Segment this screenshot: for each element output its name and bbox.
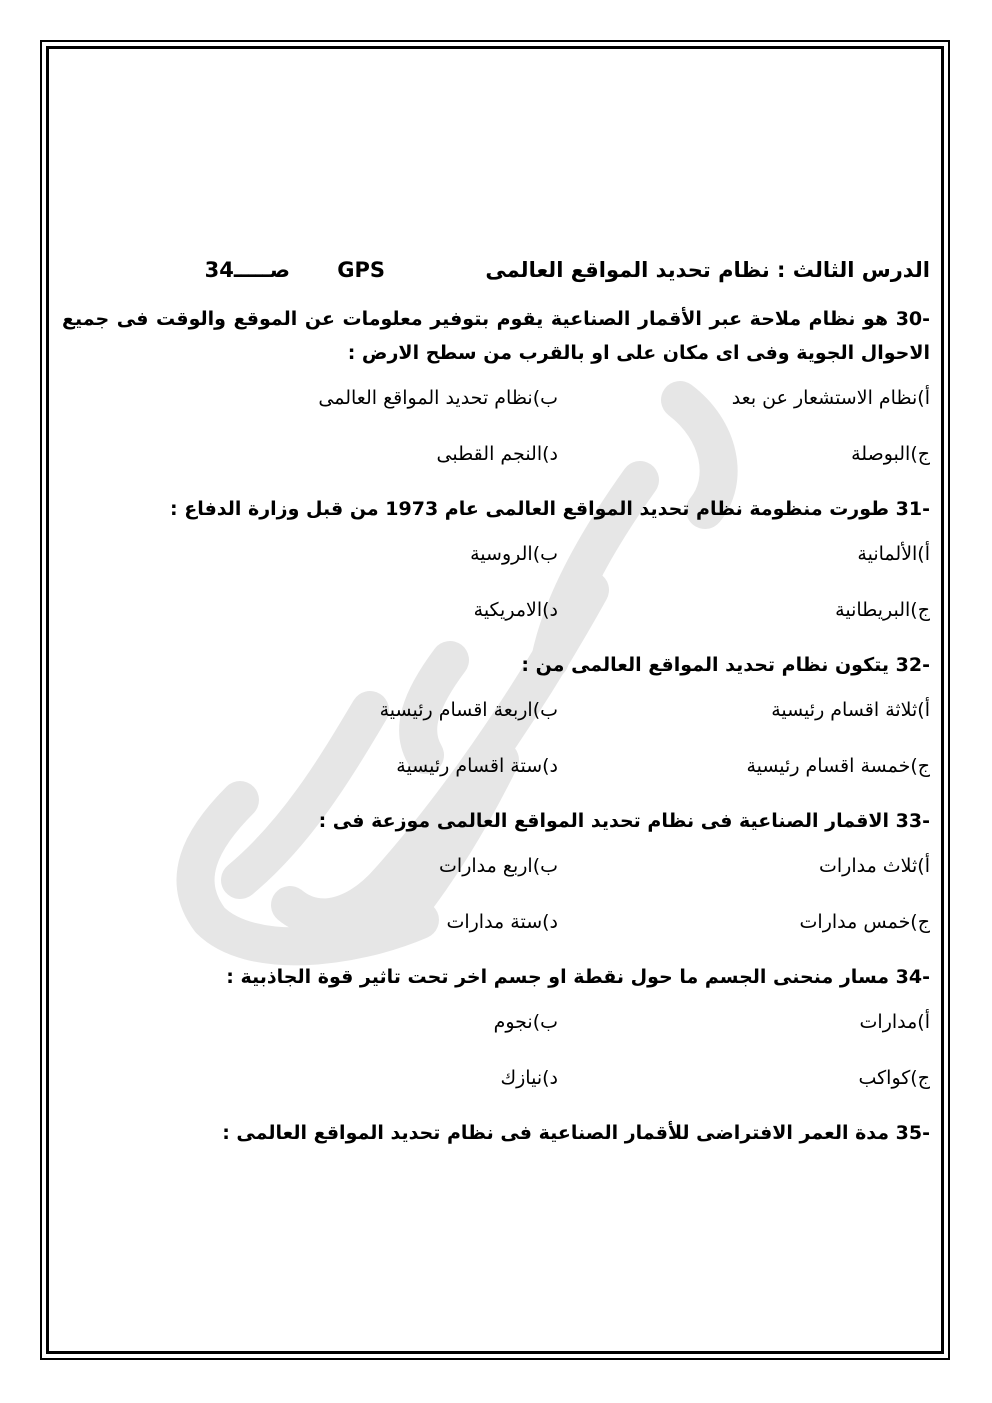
option-a: أ)الألمانية bbox=[857, 543, 930, 565]
options-row bbox=[62, 894, 930, 950]
option-d: د)ستة اقسام رئيسية bbox=[396, 755, 558, 777]
option-b: ب)اربعة اقسام رئيسية bbox=[379, 699, 558, 721]
options-row bbox=[62, 526, 930, 582]
option-c: ج)كواكب bbox=[858, 1067, 930, 1089]
option-a: أ)ثلاث مدارات bbox=[818, 855, 930, 877]
question-text: يتكون نظام تحديد المواقع العالمى من : bbox=[521, 654, 890, 676]
options-row bbox=[62, 838, 930, 894]
options-row bbox=[62, 370, 930, 426]
question-text: طورت منظومة نظام تحديد المواقع العالمى عام 1973 من قبل وزارة الدفاع : bbox=[170, 498, 890, 520]
question-32 bbox=[62, 648, 930, 682]
question-number: 35- bbox=[895, 1122, 930, 1144]
question-33 bbox=[62, 804, 930, 838]
question-number: 32- bbox=[895, 654, 930, 676]
question-text: الاقمار الصناعية فى نظام تحديد المواقع العالمى موزعة فى : bbox=[318, 810, 890, 832]
question-text: مسار منحنى الجسم ما حول نقطة او جسم اخر تحت تاثير قوة الجاذبية : bbox=[226, 966, 890, 988]
option-a: أ)نظام الاستشعار عن بعد bbox=[731, 387, 930, 409]
question-number: 33- bbox=[895, 810, 930, 832]
question-35 bbox=[62, 1116, 930, 1150]
question-text: مدة العمر الافتراضى للأقمار الصناعية فى نظام تحديد المواقع العالمى : bbox=[222, 1122, 890, 1144]
options-row bbox=[62, 682, 930, 738]
option-c: ج)خمسة اقسام رئيسية bbox=[746, 755, 930, 777]
question-30 bbox=[62, 302, 930, 370]
option-a: أ)مدارات bbox=[859, 1011, 930, 1033]
option-c: ج)البوصلة bbox=[851, 443, 930, 465]
question-34 bbox=[62, 960, 930, 994]
options-row bbox=[62, 994, 930, 1050]
option-c: ج)خمس مدارات bbox=[799, 911, 930, 933]
question-number: 31- bbox=[895, 498, 930, 520]
question-31 bbox=[62, 492, 930, 526]
question-number: 34- bbox=[895, 966, 930, 988]
question-text: هو نظام ملاحة عبر الأقمار الصناعية يقوم بتوفير معلومات عن الموقع والوقت فى جميع الاحوال الجوية وفى اى مكان على او بالقرب من سطح الارض : bbox=[62, 308, 930, 364]
option-b: ب)نظام تحديد المواقع العالمى bbox=[318, 387, 558, 409]
option-b: ب)اربع مدارات bbox=[439, 855, 558, 877]
page-reference: صـــــ34 bbox=[204, 258, 290, 282]
option-b: ب)الروسية bbox=[470, 543, 558, 565]
question-number: 30- bbox=[895, 308, 931, 330]
lesson-abbr: GPS bbox=[337, 258, 385, 282]
option-b: ب)نجوم bbox=[493, 1011, 558, 1033]
option-d: د)الامريكية bbox=[473, 599, 558, 621]
option-c: ج)البريطانية bbox=[835, 599, 930, 621]
options-row bbox=[62, 1050, 930, 1106]
option-d: د)النجم القطبى bbox=[436, 443, 558, 465]
lesson-title-row bbox=[62, 250, 930, 290]
option-a: أ)ثلاثة اقسام رئيسية bbox=[771, 699, 930, 721]
option-d: د)نيازك bbox=[500, 1067, 558, 1089]
option-d: د)ستة مدارات bbox=[446, 911, 558, 933]
options-row bbox=[62, 582, 930, 638]
options-row bbox=[62, 426, 930, 482]
lesson-title: الدرس الثالث : نظام تحديد المواقع العالمى bbox=[485, 258, 930, 282]
options-row bbox=[62, 738, 930, 794]
worksheet bbox=[62, 250, 930, 1150]
